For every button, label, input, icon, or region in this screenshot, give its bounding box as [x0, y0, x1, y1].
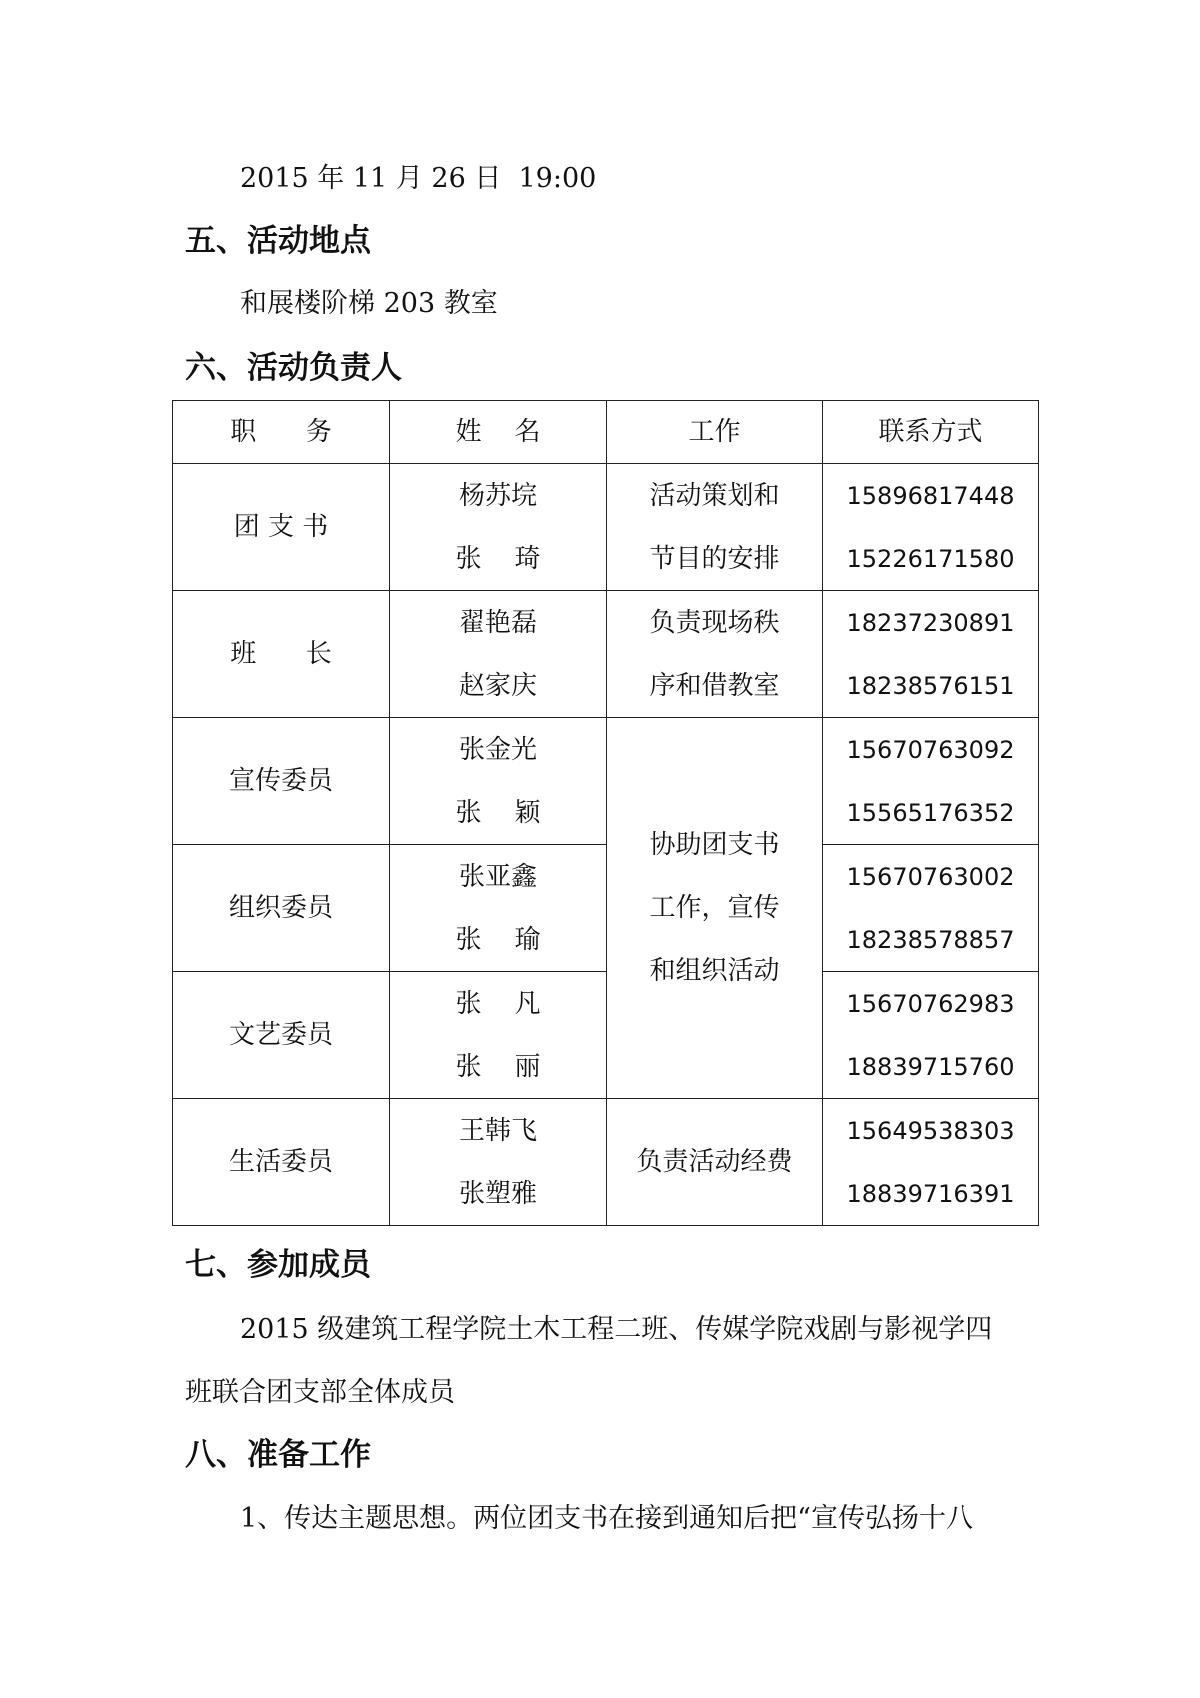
person-name: 张亚鑫 [458, 861, 537, 892]
person-name: 张塑雅 [458, 1178, 537, 1209]
work-text: 活动策划和 [649, 480, 780, 511]
names-cell [390, 591, 607, 718]
header-work: 工作 [607, 401, 823, 464]
person-name: 张 丽 [455, 1051, 541, 1082]
phone-number: 15226171580 [846, 544, 1015, 573]
names-cell [390, 845, 607, 972]
section-5-heading: 五、活动地点 [185, 223, 371, 259]
role-cell: 文艺委员 [173, 972, 390, 1099]
work-cell [607, 591, 823, 718]
work-text: 负责现场秩 [649, 607, 780, 638]
phone-number: 15649538303 [846, 1116, 1015, 1145]
person-name: 赵家庆 [458, 670, 537, 701]
phones-cell [823, 845, 1039, 972]
event-time: 2015 年 11 月 26 日 19:00 [240, 163, 597, 194]
phone-number: 15670763092 [846, 735, 1015, 764]
work-text: 节目的安排 [649, 543, 780, 574]
work-text: 协助团支书 [649, 830, 780, 860]
phone-number: 15670762983 [846, 989, 1015, 1018]
event-location: 和展楼阶梯 203 教室 [240, 288, 498, 319]
section-8-heading: 八、准备工作 [185, 1437, 371, 1473]
preparation-text-line-1: 1、传达主题思想。两位团支书在接到通知后把“宣传弘扬十八 [240, 1503, 973, 1534]
role-cell: 生活委员 [173, 1099, 390, 1226]
phone-number: 15896817448 [846, 481, 1015, 510]
person-name: 翟艳磊 [458, 607, 537, 638]
table-header-row [173, 401, 1039, 464]
names-cell [390, 718, 607, 845]
phones-cell [823, 718, 1039, 845]
names-cell [390, 972, 607, 1099]
table-row [173, 718, 1039, 845]
person-name: 张 琦 [455, 543, 541, 574]
header-contact: 联系方式 [823, 401, 1039, 464]
table-row [173, 591, 1039, 718]
phones-cell [823, 591, 1039, 718]
person-name: 张 颖 [455, 797, 541, 828]
phone-number: 18839716391 [846, 1179, 1015, 1208]
responsible-persons-table [172, 400, 1039, 1226]
phones-cell [823, 972, 1039, 1099]
participants-text-line-1: 2015 级建筑工程学院土木工程二班、传媒学院戏剧与影视学四 [240, 1314, 993, 1345]
phone-number: 18238576151 [846, 671, 1015, 700]
section-7-heading: 七、参加成员 [185, 1247, 371, 1283]
work-text: 和组织活动 [649, 956, 780, 986]
person-name: 张 瑜 [455, 924, 541, 955]
work-cell: 负责活动经费 [607, 1099, 823, 1226]
role-cell: 宣传委员 [173, 718, 390, 845]
section-6-heading: 六、活动负责人 [185, 350, 402, 386]
phone-number: 18839715760 [846, 1052, 1015, 1081]
phones-cell [823, 464, 1039, 591]
table-row [173, 1099, 1039, 1226]
header-name: 姓 名 [390, 401, 607, 464]
role-cell: 组织委员 [173, 845, 390, 972]
participants-text-line-2: 班联合团支部全体成员 [185, 1377, 455, 1408]
phone-number: 15565176352 [846, 798, 1015, 827]
work-text: 序和借教室 [649, 670, 780, 701]
person-name: 张金光 [458, 734, 537, 765]
phones-cell [823, 1099, 1039, 1226]
table-row [173, 464, 1039, 591]
table-row [173, 972, 1039, 1099]
role-cell: 团 支 书 [173, 464, 390, 591]
work-cell [607, 464, 823, 591]
work-text: 工作，宣传 [649, 893, 780, 923]
table-row [173, 845, 1039, 972]
phone-number: 18238578857 [846, 925, 1015, 954]
header-position: 职 务 [173, 401, 390, 464]
names-cell [390, 1099, 607, 1226]
work-cell-merged [607, 718, 823, 1099]
person-name: 杨苏垸 [458, 480, 537, 511]
role-cell: 班 长 [173, 591, 390, 718]
person-name: 王韩飞 [458, 1115, 537, 1146]
person-name: 张 凡 [455, 988, 541, 1019]
phone-number: 15670763002 [846, 862, 1015, 891]
names-cell [390, 464, 607, 591]
phone-number: 18237230891 [846, 608, 1015, 637]
